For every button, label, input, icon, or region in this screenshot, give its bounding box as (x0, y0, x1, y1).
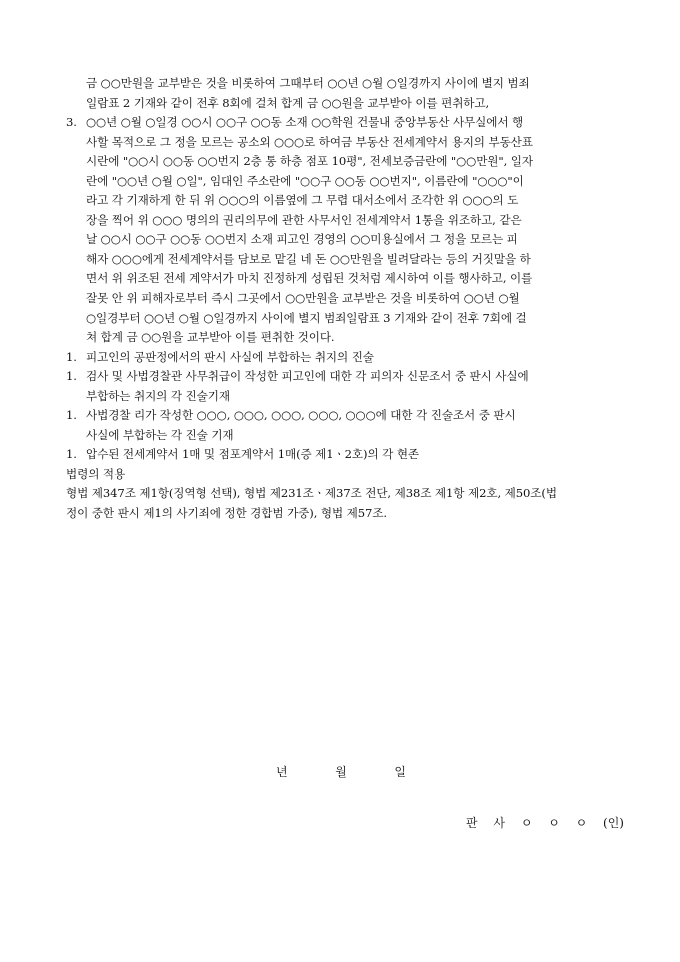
crime-item-3 (66, 113, 626, 133)
body-line: 압수된 전세계약서 1매 및 점포계약서 1매(증 제1ㆍ2호)의 각 현존 (86, 447, 420, 462)
judgment-body (66, 74, 626, 524)
judge-title-1: 판 (466, 816, 478, 830)
judgment-date (276, 763, 406, 780)
evidence-item-3 (66, 406, 626, 426)
body-line: 날 ○○시 ○○구 ○○동 ○○번지 소재 피고인 경영의 ○○미용실에서 그 정을 모르는 피 (86, 232, 518, 247)
body-line: 쳐 합계 금 ○○원을 교부받아 이를 편취한 것이다. (86, 330, 335, 345)
body-line: 일람표 2 기재와 같이 전후 8회에 걸쳐 합계 금 ○○원을 교부받아 이를 편취하고, (86, 95, 490, 110)
body-line: 해자 ○○○에게 전세계약서를 담보로 맡길 네 돈 ○○만원을 빌려달라는 등의 거짓말을 하 (86, 251, 531, 266)
evidence-item-2 (66, 367, 626, 387)
body-line: 피고인의 공판정에서의 판시 사실에 부합하는 취지의 진술 (86, 349, 374, 364)
date-year: 년 (276, 765, 288, 779)
section-heading-law: 법령의 적용 (66, 466, 126, 481)
body-line: 금 ○○만원을 교부받은 것을 비롯하여 그때부터 ○○년 ○월 ○일경까지 사이에 별지 범죄 (86, 76, 530, 90)
body-line: 란에 "○○년 ○월 ○일", 임대인 주소란에 "○○구 ○○동 ○○번지", 이름란에 "○○○"이 (86, 173, 524, 188)
body-line: 잘못 안 위 피해자로부터 즉시 그곳에서 ○○만원을 교부받은 것을 비롯하여 ○○년 ○월 (86, 291, 520, 306)
body-line: ○일경부터 ○○년 ○월 ○일경까지 사이에 별지 범죄일람표 3 기재와 같이 전후 7회에 걸 (86, 310, 527, 325)
item-number: 1. (66, 349, 77, 364)
body-line: 장을 찍어 위 ○○○ 명의의 권리의무에 관한 사무서인 전세계약서 1통을 위조하고, 같은 (86, 212, 522, 227)
judge-name-1: ㅇ (520, 816, 533, 830)
body-line: 시란에 "○○시 ○○동 ○○번지 2층 통 하층 점포 10평", 전세보증금란에 "○○만원", 일자 (86, 154, 533, 169)
item-number: 3. (66, 115, 77, 130)
body-line: 라고 각 기재하게 한 뒤 위 ○○○의 이름옆에 그 무렵 대서소에서 조각한 위 ○○○의 도 (86, 193, 519, 208)
body-line: ○○년 ○월 ○일경 ○○시 ○○구 ○○동 소재 ○○학원 건물내 중앙부동산 사무실에서 행 (86, 115, 524, 130)
judge-title-2: 사 (493, 816, 505, 830)
law-application-line: 정이 중한 판시 제1의 사기죄에 정한 경합범 가중), 형법 제57조. (66, 506, 387, 521)
body-line: 면서 위 위조된 전세 계약서가 마치 진정하게 성립된 것처럼 제시하여 이를 행사하고, 이를 (86, 271, 533, 286)
body-line: 부합하는 취지의 각 진술기재 (86, 388, 230, 403)
law-application-line: 형법 제347조 제1항(징역형 선택), 형법 제231조ㆍ제37조 전단, 제38조 제1항 제2호, 제50조(법 (66, 486, 557, 501)
evidence-item-4 (66, 445, 626, 465)
body-line: 사할 목적으로 그 정을 모르는 공소외 ○○○로 하여금 부동산 전세계약서 용지의 부동산표 (86, 134, 533, 149)
judge-name-2: ㅇ (548, 816, 560, 830)
seal-mark: (인) (603, 816, 624, 830)
body-line: 사실에 부합하는 각 진술 기재 (86, 427, 234, 442)
body-line: 검사 및 사법경찰관 사무취급이 작성한 피고인에 대한 각 피의자 신문조서 중 판시 사실에 (86, 369, 529, 384)
date-month: 월 (335, 765, 347, 779)
evidence-item-1 (66, 348, 626, 368)
body-line: 사법경찰 리가 작성한 ○○○, ○○○, ○○○, ○○○, ○○○에 대한 각 진술조서 중 판시 (86, 408, 516, 423)
judge-signature (466, 814, 624, 831)
judge-name-3: ㅇ (575, 816, 588, 830)
date-day: 일 (394, 765, 406, 779)
item-number: 1. (66, 369, 77, 384)
item-number: 1. (66, 447, 77, 462)
item-number: 1. (66, 408, 77, 423)
